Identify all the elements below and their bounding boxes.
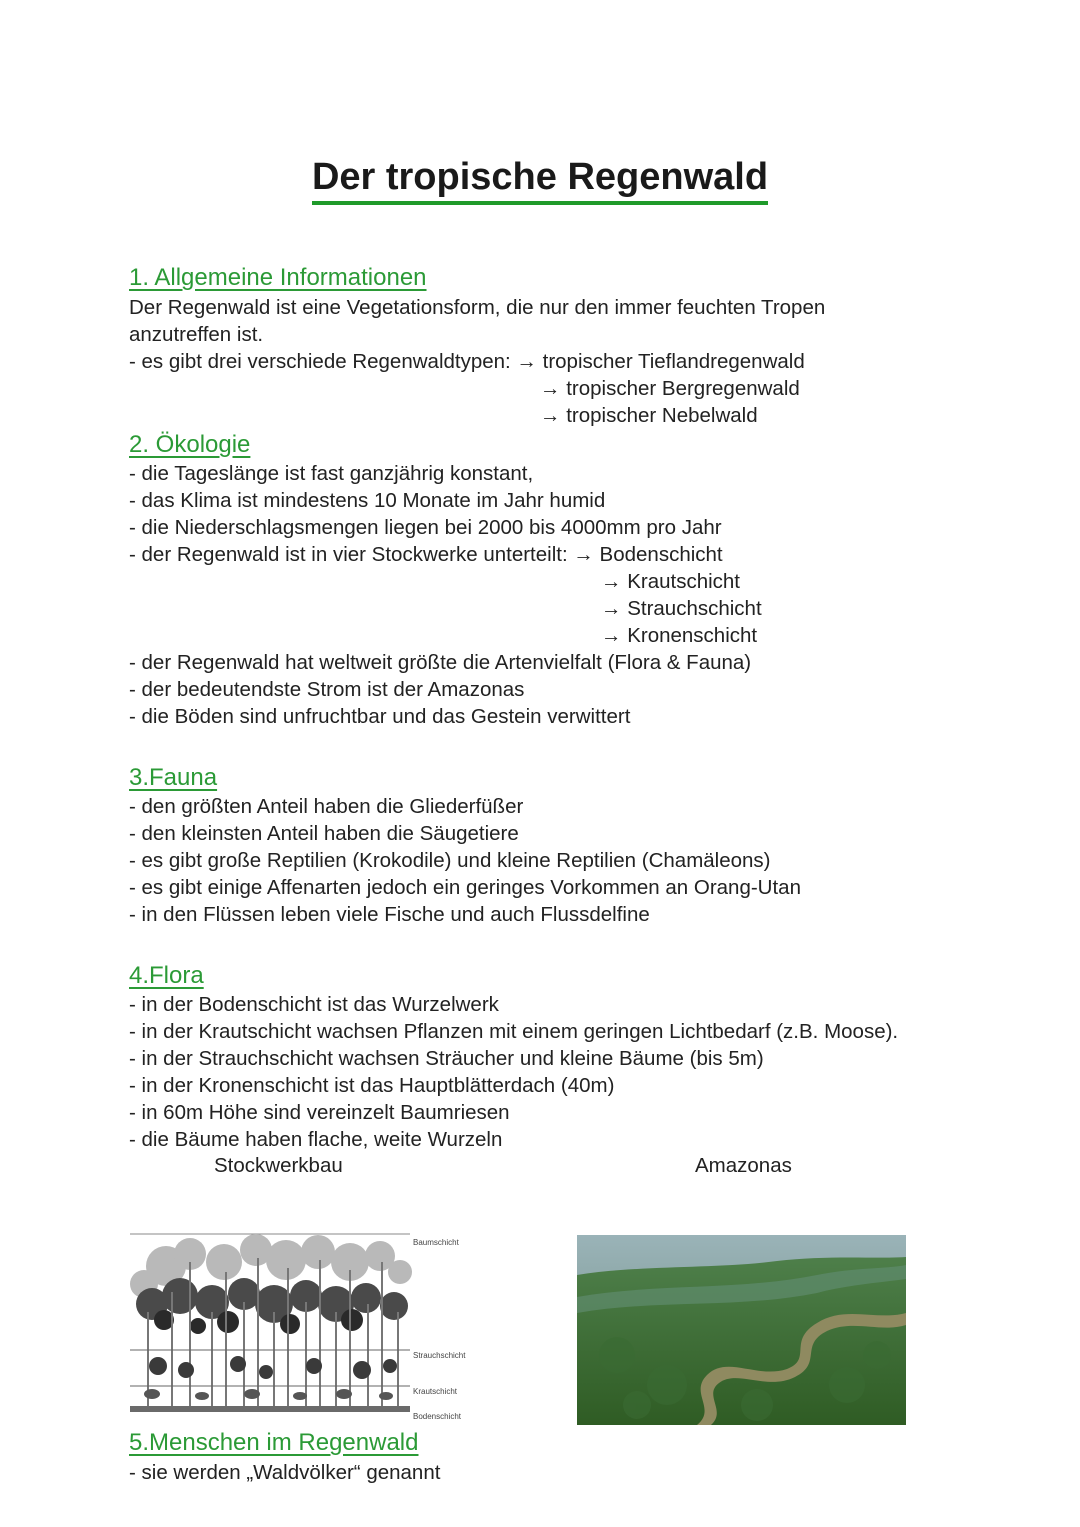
amazon-aerial-photo <box>577 1235 906 1425</box>
text-line: - die Böden sind unfruchtbar und das Gestein verwittert <box>129 705 631 728</box>
section-heading-fauna: 3.Fauna <box>129 764 218 791</box>
text-line: - den kleinsten Anteil haben die Säugetiere <box>129 822 519 845</box>
text-line: - die Niederschlagsmengen liegen bei 2000 bis 4000mm pro Jahr <box>129 516 722 539</box>
page-title: Der tropische Regenwald <box>0 156 1080 205</box>
text-line: - das Klima ist mindestens 10 Monate im Jahr humid <box>129 489 606 512</box>
section-heading-flora: 4.Flora <box>129 962 204 989</box>
text-line: anzutreffen ist. <box>129 323 264 346</box>
text-line: Der Regenwald ist eine Vegetationsform, die nur den immer feuchten Tropen <box>129 296 826 319</box>
text-line: - es gibt einige Affenarten jedoch ein geringes Vorkommen an Orang-Utan <box>129 876 801 899</box>
layer-label-krautschicht: Krautschicht <box>413 1387 458 1396</box>
text-line: → Krautschicht <box>601 570 740 593</box>
layer-label-baumschicht: Baumschicht <box>413 1238 459 1247</box>
forest-layers-figure <box>128 1232 478 1424</box>
text-line: - es gibt große Reptilien (Krokodile) und kleine Reptilien (Chamäleons) <box>129 849 771 872</box>
text-line: → tropischer Bergregenwald <box>540 377 800 400</box>
text-line: - sie werden „Waldvölker“ genannt <box>129 1461 441 1484</box>
text-line: - der bedeutendste Strom ist der Amazonas <box>129 678 525 701</box>
text-line: - in der Bodenschicht ist das Wurzelwerk <box>129 993 499 1016</box>
text-line: - in der Krautschicht wachsen Pflanzen mit einem geringen Lichtbedarf (z.B. Moose). <box>129 1020 899 1043</box>
text-line: - der Regenwald hat weltweit größte die Artenvielfalt (Flora & Fauna) <box>129 651 752 674</box>
text-line: - die Bäume haben flache, weite Wurzeln <box>129 1128 503 1151</box>
text-line: - in den Flüssen leben viele Fische und auch Flussdelfine <box>129 903 650 926</box>
text-line: - in der Kronenschicht ist das Hauptblätterdach (40m) <box>129 1074 615 1097</box>
text-line: - es gibt drei verschiede Regenwaldtypen: → tropischer Tieflandregenwald <box>129 350 805 373</box>
section-heading-menschen: 5.Menschen im Regenwald <box>129 1429 419 1456</box>
text-line: → Strauchschicht <box>601 597 762 620</box>
text-line: - die Tageslänge ist fast ganzjährig konstant, <box>129 462 534 485</box>
section-heading-allgemein: 1. Allgemeine Informationen <box>129 264 427 291</box>
text-line: - in 60m Höhe sind vereinzelt Baumriesen <box>129 1101 510 1124</box>
text-line: - in der Strauchschicht wachsen Sträucher und kleine Bäume (bis 5m) <box>129 1047 764 1070</box>
text-line: - der Regenwald ist in vier Stockwerke unterteilt: → Bodenschicht <box>129 543 723 566</box>
layer-label-bodenschicht: Bodenschicht <box>413 1412 462 1421</box>
caption-amazonas: Amazonas <box>695 1154 792 1177</box>
text-line: → Kronenschicht <box>601 624 758 647</box>
section-heading-oekologie: 2. Ökologie <box>129 431 251 458</box>
text-line: - den größten Anteil haben die Gliederfüßer <box>129 795 524 818</box>
layer-label-strauchschicht: Strauchschicht <box>413 1351 466 1360</box>
text-line: → tropischer Nebelwald <box>540 404 758 427</box>
caption-stockwerkbau: Stockwerkbau <box>214 1154 343 1177</box>
